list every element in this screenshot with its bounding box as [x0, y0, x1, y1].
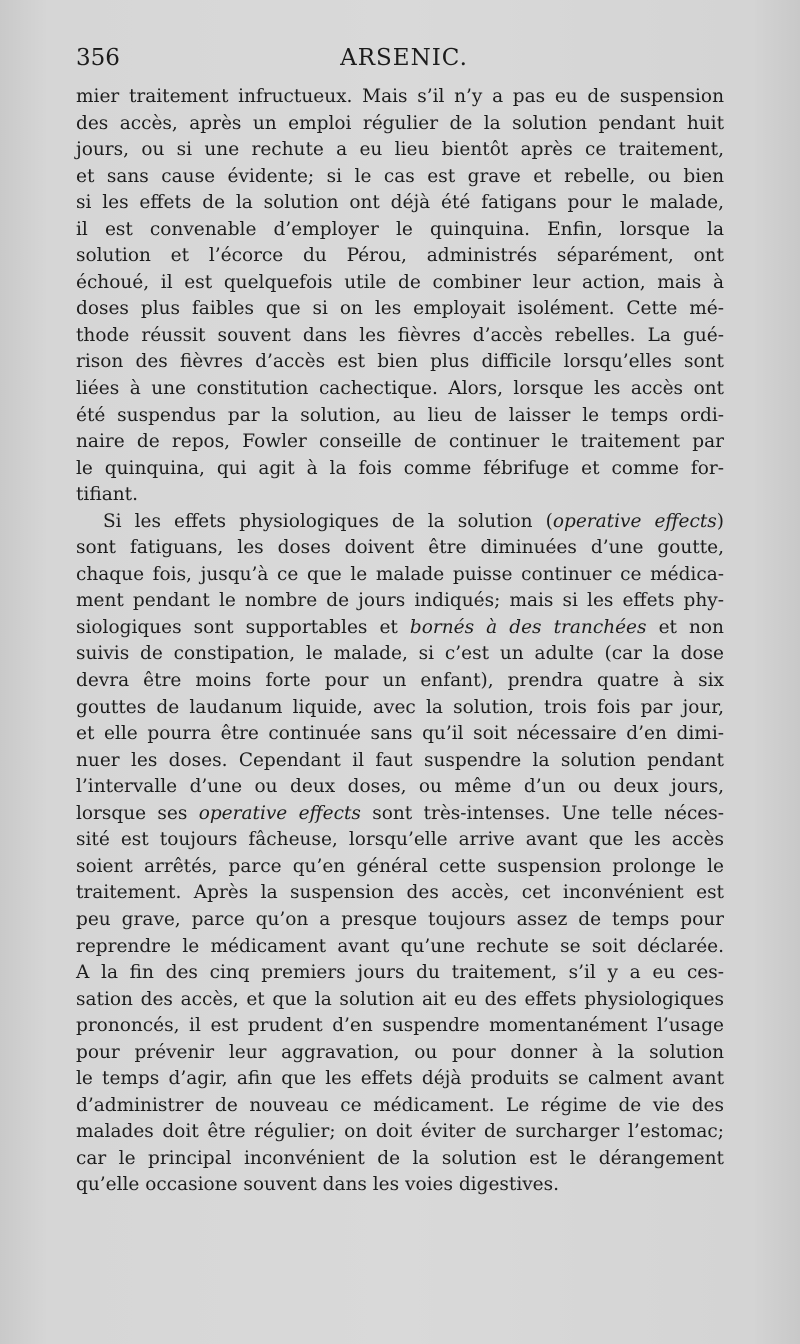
text-line: naire de repos, Fowler conseille de continuer le traitement par	[76, 431, 724, 453]
text-line: des accès, après un emploi régulier de la solution pendant huit	[76, 112, 724, 134]
italic-phrase: operative effects	[198, 802, 361, 824]
text-line: sation des accès, et que la solution ait eu des effets physiologiques	[76, 988, 724, 1010]
text-line: le temps d’agir, afin que les effets déjà produits se calment avant	[76, 1068, 724, 1090]
text-line: sité est toujours fâcheuse, lorsqu’elle arrive avant que les accès	[76, 829, 724, 851]
text-line: reprendre le médicament avant qu’une rechute se soit déclarée.	[76, 935, 724, 957]
body-text	[76, 84, 724, 1199]
text-line: il est convenable d’employer le quinquina. Enfin, lorsque la	[76, 218, 724, 240]
text-line: été suspendus par la solution, au lieu de laisser le temps ordi-	[76, 404, 724, 426]
text-line: peu grave, parce qu’on a presque toujours assez de temps pour	[76, 908, 724, 930]
page-number: 356	[76, 45, 120, 71]
page-header	[76, 42, 724, 76]
text-line: ment pendant le nombre de jours indiqués; mais si les effets phy-	[76, 590, 724, 612]
text-fragment: siologiques sont supportables et	[76, 616, 410, 638]
text-line: échoué, il est quelquefois utile de combiner leur action, mais à	[76, 271, 724, 293]
text-line: devra être moins forte pour un enfant), prendra quatre à six	[76, 670, 724, 692]
text-line: solution et l’écorce du Pérou, administrés séparément, ont	[76, 245, 724, 267]
text-line: malades doit être régulier; on doit éviter de surcharger l’estomac;	[76, 1121, 724, 1143]
text-line: suivis de constipation, le malade, si c’est un adulte (car la dose	[76, 643, 724, 665]
text-fragment: Si les effets physiologiques de la solution (	[103, 510, 553, 532]
text-line	[76, 801, 724, 828]
text-line: nuer les doses. Cependant il faut suspendre la solution pendant	[76, 749, 724, 771]
text-fragment: lorsque ses	[76, 802, 199, 824]
text-line: rison des fièvres d’accès est bien plus difficile lorsqu’elles sont	[76, 351, 724, 373]
text-line: sont fatiguans, les doses doivent être diminuées d’une goutte,	[76, 537, 724, 559]
text-line: A la fin des cinq premiers jours du traitement, s’il y a eu ces-	[76, 962, 724, 984]
text-line: le quinquina, qui agit à la fois comme fébrifuge et comme for-	[76, 457, 724, 479]
text-line	[76, 509, 724, 536]
text-line: gouttes de laudanum liquide, avec la solution, trois fois par jour,	[76, 696, 724, 718]
text-line: liées à une constitution cachectique. Alors, lorsque les accès ont	[76, 378, 724, 400]
text-line: si les effets de la solution ont déjà été fatigans pour le malade,	[76, 192, 724, 214]
italic-phrase: operative effects	[552, 510, 717, 532]
text-line: car le principal inconvénient de la solution est le dérangement	[76, 1147, 724, 1169]
text-line: traitement. Après la suspension des accès, cet inconvénient est	[76, 882, 724, 904]
text-line: et sans cause évidente; si le cas est grave et rebelle, ou bien	[76, 165, 724, 187]
text-line: tifiant.	[76, 484, 138, 506]
text-line: pour prévenir leur aggravation, ou pour donner à la solution	[76, 1041, 724, 1063]
text-line: prononcés, il est prudent d’en suspendre momentanément l’usage	[76, 1015, 724, 1037]
text-line: jours, ou si une rechute a eu lieu bientôt après ce traitement,	[76, 139, 724, 161]
text-line: chaque fois, jusqu’à ce que le malade puisse continuer ce médica-	[76, 563, 724, 585]
italic-phrase: bornés à des tranchées	[409, 616, 647, 638]
text-line	[76, 615, 724, 642]
text-line: thode réussit souvent dans les fièvres d’accès rebelles. La gué-	[76, 324, 724, 346]
text-fragment: et non	[646, 616, 724, 638]
text-line: mier traitement infructueux. Mais s’il n’y a pas eu de suspension	[76, 86, 724, 107]
text-line: qu’elle occasione souvent dans les voies digestives.	[76, 1174, 560, 1196]
text-line: soient arrêtés, parce qu’en général cette suspension prolonge le	[76, 855, 724, 877]
text-fragment: sont très-intenses. Une telle néces-	[360, 802, 724, 824]
text-line: doses plus faibles que si on les employait isolément. Cette mé-	[76, 298, 724, 320]
text-line: d’administrer de nouveau ce médicament. Le régime de vie des	[76, 1094, 724, 1116]
running-title: ARSENIC.	[340, 45, 468, 71]
text-fragment: )	[716, 510, 724, 532]
text-line: l’intervalle d’une ou deux doses, ou même d’un ou deux jours,	[76, 776, 724, 798]
text-line: et elle pourra être continuée sans qu’il soit nécessaire d’en dimi-	[76, 723, 724, 745]
